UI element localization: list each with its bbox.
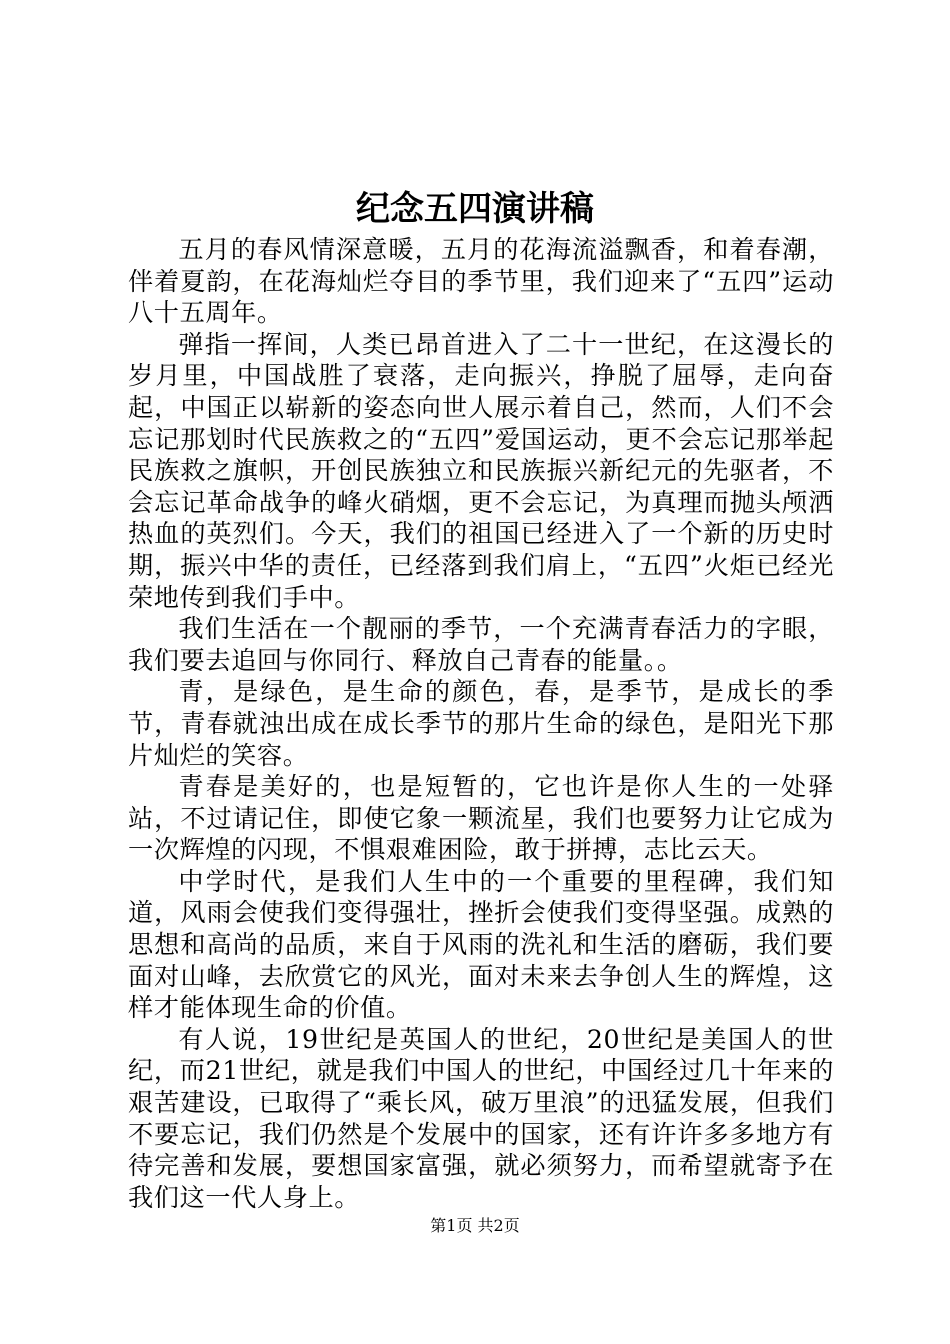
document-body xyxy=(128,234,834,1213)
paragraph-6: 中学时代，是我们人生中的一个重要的里程碑，我们知道，风雨会使我们变得强壮，挫折会使我们变得坚强。成熟的思想和高尚的品质，来自于风雨的洗礼和生活的磨砺，我们要面对山峰，去欣赏它的风光，面对未来去争创人生的辉煌，这样才能体现生命的价值。 xyxy=(128,866,834,1023)
paragraph-7: 有人说，19世纪是英国人的世纪，20世纪是美国人的世纪，而21世纪，就是我们中国人的世纪，中国经过几十年来的艰苦建设，已取得了“乘长风，破万里浪”的迅猛发展，但我们不要忘记，我们仍然是个发展中的国家，还有许许多多地方有待完善和发展，要想国家富强，就必须努力，而希望就寄予在我们这一代人身上。 xyxy=(128,1024,834,1212)
paragraph-2: 弹指一挥间，人类已昂首进入了二十一世纪，在这漫长的岁月里，中国战胜了衰落，走向振兴，挣脱了屈辱，走向奋起，中国正以崭新的姿态向世人展示着自己，然而，人们不会忘记那划时代民族救之的“五四”爱国运动，更不会忘记那举起民族救之旗帜，开创民族独立和民族振兴新纪元的先驱者，不会忘记革命战争的峰火硝烟，更不会忘记，为真理而抛头颅洒热血的英烈们。今天，我们的祖国已经进入了一个新的历史时期，振兴中华的责任，已经落到我们肩上，“五四”火炬已经光荣地传到我们手中。 xyxy=(128,329,834,612)
paragraph-4: 青，是绿色，是生命的颜色，春，是季节，是成长的季节，青春就浊出成在成长季节的那片生命的绿色，是阳光下那片灿烂的笑容。 xyxy=(128,677,834,770)
paragraph-3: 我们生活在一个靓丽的季节，一个充满青春活力的字眼，我们要去追回与你同行、释放自己青春的能量。。 xyxy=(128,614,834,675)
document-title: 纪念五四演讲稿 xyxy=(356,189,594,229)
page-footer: 第1页 共2页 xyxy=(430,1216,520,1235)
paragraph-1: 五月的春风情深意暖，五月的花海流溢飘香，和着春潮，伴着夏韵，在花海灿烂夺目的季节里，我们迎来了“五四”运动八十五周年。 xyxy=(128,235,834,328)
paragraph-5: 青春是美好的，也是短暂的，它也许是你人生的一处驿站，不过请记住，即使它象一颗流星，我们也要努力让它成为一次辉煌的闪现，不惧艰难困险，敢于拼搏，志比云天。 xyxy=(128,772,834,865)
